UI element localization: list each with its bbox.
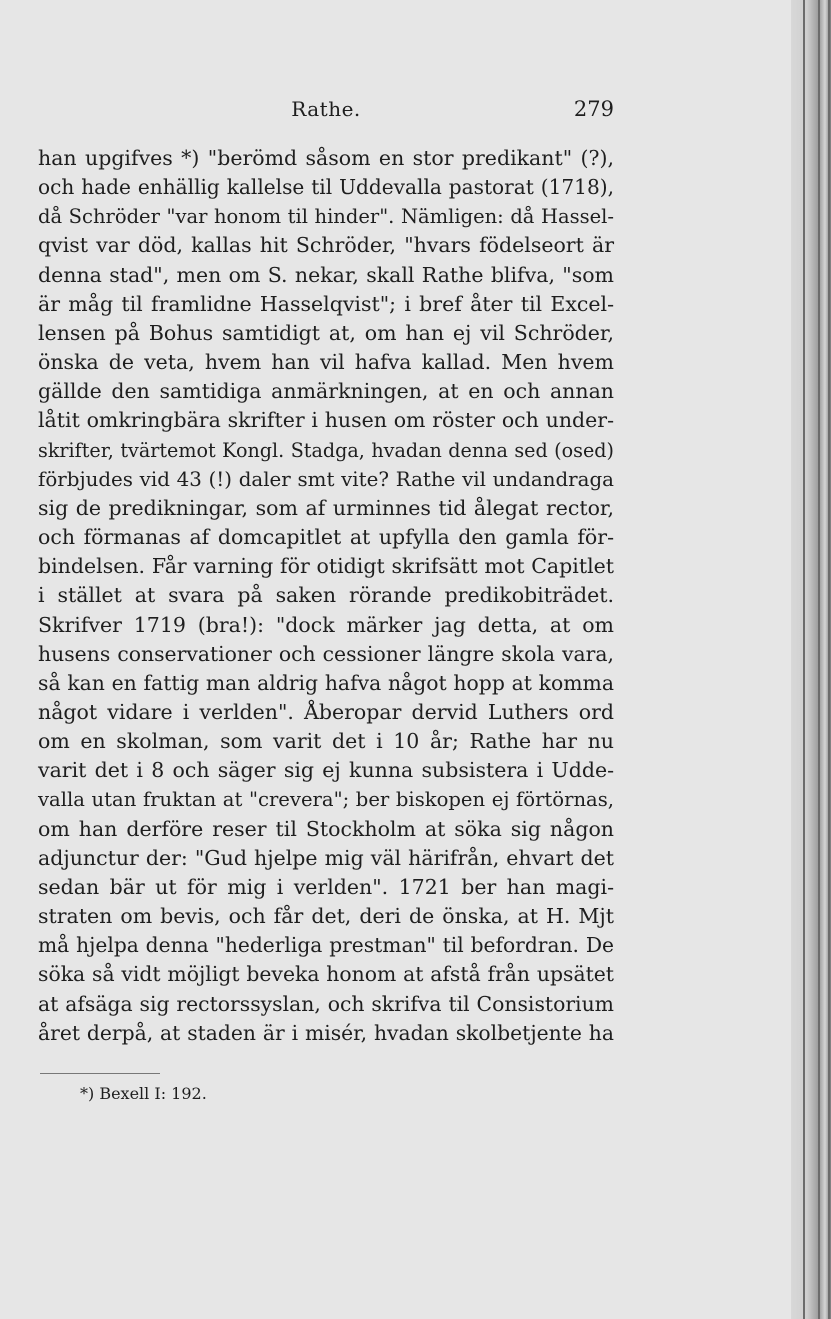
text-line: straten om bevis, och får det, deri de önska, at H. Mjt <box>38 904 614 929</box>
text-line: må hjelpa denna "hederliga prestman" til befordran. De <box>38 933 614 958</box>
text-line: qvist var död, kallas hit Schröder, "hvars födelseort är <box>38 233 614 258</box>
text-line: bindelsen. Får varning för otidigt skrifsätt mot Capitlet <box>38 554 614 579</box>
text-line: låtit omkringbära skrifter i husen om röster och under- <box>38 408 614 433</box>
running-title: Rathe. <box>291 97 361 121</box>
footnote: *) Bexell I: 192. <box>80 1084 207 1103</box>
text-line: husens conservationer och cessioner längre skola vara, <box>38 641 614 666</box>
text-line: gällde den samtidiga anmärkningen, at en och annan <box>38 379 614 404</box>
text-line: i stället at svara på saken rörande predikobiträdet. <box>38 583 614 608</box>
text-line: lensen på Bohus samtidigt at, om han ej vil Schröder, <box>38 320 614 345</box>
page-header <box>38 97 614 127</box>
text-line: och hade enhällig kallelse til Uddevalla pastorat (1718), <box>38 175 614 200</box>
body-text <box>38 144 614 1048</box>
text-line: är måg til framlidne Hasselqvist"; i bref åter til Excel- <box>38 291 614 316</box>
page-edge <box>791 0 831 1319</box>
text-line: något vidare i verlden". Åberopar dervid Luthers ord <box>38 699 614 724</box>
text-line: önska de veta, hvem han vil hafva kallad. Men hvem <box>38 350 614 375</box>
text-line: skrifter, tvärtemot Kongl. Stadga, hvadan denna sed (osed) <box>38 438 614 462</box>
page-number: 279 <box>573 97 614 121</box>
text-line: om han derföre reser til Stockholm at söka sig någon <box>38 816 614 841</box>
text-line: varit det i 8 och säger sig ej kunna subsistera i Udde- <box>38 758 614 783</box>
text-line: och förmanas af domcapitlet at upfylla den gamla för- <box>38 525 614 550</box>
text-line: han upgifves *) "berömd såsom en stor predikant" (?), <box>38 146 614 170</box>
edge-line <box>803 0 805 1319</box>
text-line: året derpå, at staden är i misér, hvadan skolbetjente ha <box>38 1020 614 1045</box>
text-line: denna stad", men om S. nekar, skall Rathe blifva, "som <box>38 262 614 287</box>
text-line: sedan bär ut för mig i verlden". 1721 ber han magi- <box>38 874 614 899</box>
text-line: då Schröder "var honom til hinder". Nämligen: då Hassel- <box>38 205 614 229</box>
text-line: valla utan fruktan at "crevera"; ber biskopen ej förtörnas, <box>38 788 614 812</box>
text-line: så kan en fattig man aldrig hafva något hopp at komma <box>38 670 614 695</box>
text-line: förbjudes vid 43 (!) daler smt vite? Rathe vil undandraga <box>38 467 614 491</box>
edge-line <box>818 0 820 1319</box>
footnote-rule <box>40 1073 160 1074</box>
text-line: Skrifver 1719 (bra!): "dock märker jag detta, at om <box>38 612 614 637</box>
text-line: sig de predikningar, som af urminnes tid ålegat rector, <box>38 495 614 520</box>
text-line: om en skolman, som varit det i 10 år; Rathe har nu <box>38 729 614 754</box>
text-line: söka så vidt möjligt beveka honom at afstå från upsätet <box>38 962 614 987</box>
text-line: at afsäga sig rectorssyslan, och skrifva til Consistorium <box>38 991 614 1016</box>
edge-line <box>828 0 830 1319</box>
text-line: adjunctur der: "Gud hjelpe mig väl härifrån, ehvart det <box>38 845 614 870</box>
